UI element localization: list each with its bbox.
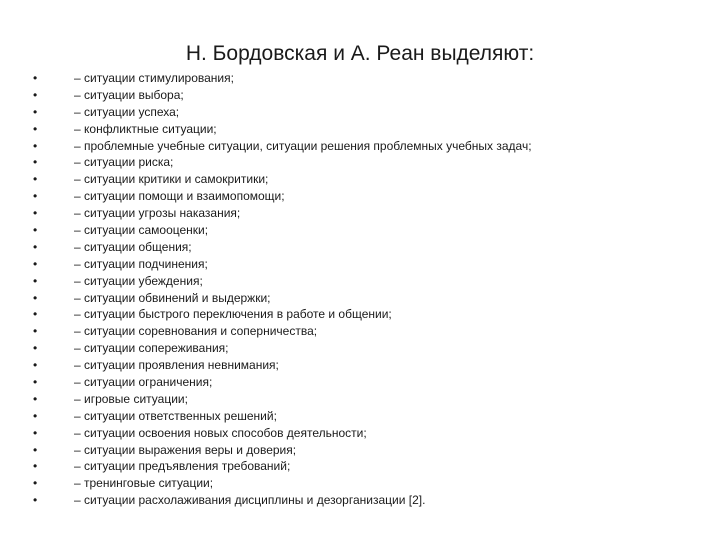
list-item-text: – конфликтные ситуации; (74, 121, 217, 136)
list-item-text: – ситуации убеждения; (74, 273, 203, 288)
slide-title (0, 42, 720, 66)
list-item-text: – тренинговые ситуации; (74, 476, 214, 491)
bullet-icon: • (33, 189, 38, 204)
bullet-icon: • (33, 290, 38, 305)
list-item-text: – ситуации успеха; (74, 104, 180, 119)
slide-title-text: Н. Бордовская и А. Реан выделяют: (185, 42, 535, 65)
bullet-icon: • (33, 172, 38, 187)
bullet-icon: • (33, 307, 38, 322)
bullet-icon: • (33, 391, 38, 406)
bullet-icon: • (33, 87, 38, 102)
bullet-icon: • (33, 256, 38, 271)
list-item-text: – ситуации риска; (74, 155, 174, 170)
list-item-text: – ситуации стимулирования; (74, 71, 234, 85)
bullet-icon: • (33, 239, 38, 254)
list-item-text: – ситуации самооценки; (74, 223, 209, 238)
list-item-text: – ситуации угрозы наказания; (74, 206, 241, 221)
bullet-icon: • (33, 375, 38, 390)
list-item-text: – ситуации ограничения; (74, 375, 213, 390)
bullet-icon: • (33, 476, 38, 491)
list-item-text: – ситуации расхолаживания дисциплины и дезорганизации [2]. (74, 493, 426, 508)
bullet-icon: • (33, 206, 38, 221)
bullet-icon: • (33, 71, 38, 85)
bullet-icon: • (33, 341, 38, 356)
list-item-text: – ситуации критики и самокритики; (74, 172, 269, 187)
bullet-icon: • (33, 459, 38, 474)
list-item-text: – ситуации выбора; (74, 87, 184, 102)
bullet-icon: • (33, 442, 38, 457)
list-item-text: – ситуации ответственных решений; (74, 408, 277, 423)
bullet-icon: • (33, 155, 38, 170)
bullet-icon: • (33, 104, 38, 119)
bullet-icon: • (33, 324, 38, 339)
list-item-text: – ситуации сопереживания; (74, 341, 229, 356)
list-item-text: – ситуации проявления невнимания; (74, 358, 279, 373)
list-item-text: – ситуации выражения веры и доверия; (74, 442, 297, 457)
bullet-icon: • (33, 121, 38, 136)
list-item-text: – ситуации обвинений и выдержки; (74, 290, 271, 305)
bullet-icon: • (33, 223, 38, 238)
list-item-text: – ситуации освоения новых способов деятельности; (74, 425, 367, 440)
bullet-icon: • (33, 273, 38, 288)
list-item-text: – ситуации общения; (74, 239, 192, 254)
bullet-icon: • (33, 408, 38, 423)
list-item-text: – ситуации быстрого переключения в работе и общении; (74, 307, 392, 322)
bullet-icon: • (33, 425, 38, 440)
list-item-text: – ситуации помощи и взаимопомощи; (74, 189, 285, 204)
list-item-text: – игровые ситуации; (74, 391, 188, 406)
list-item-text: – ситуации подчинения; (74, 256, 208, 271)
list-item-text: – проблемные учебные ситуации, ситуации решения проблемных учебных задач; (74, 138, 532, 153)
list-item-text: – ситуации соревнования и соперничества; (74, 324, 318, 339)
bullet-icon: • (33, 138, 38, 153)
list-item-text: – ситуации предъявления требований; (74, 459, 291, 474)
bullet-icon: • (33, 493, 38, 508)
bullet-icon: • (33, 358, 38, 373)
